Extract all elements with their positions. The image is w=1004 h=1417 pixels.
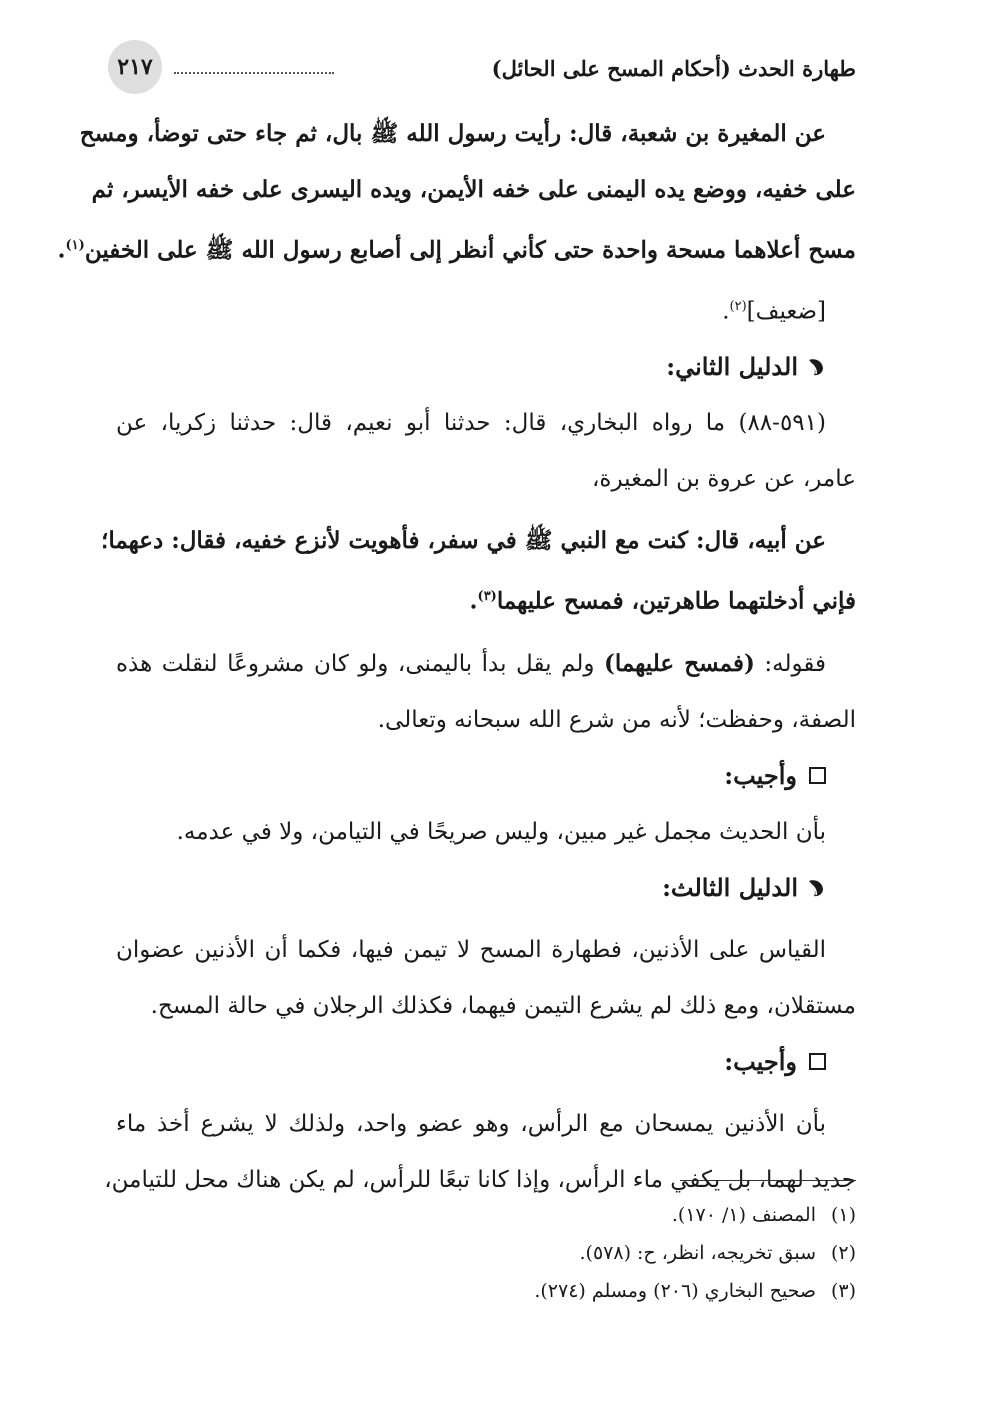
page-header <box>108 36 856 98</box>
answer-heading <box>116 1034 856 1090</box>
footnote-ref: (٢) <box>729 298 747 314</box>
answer-heading <box>116 748 856 804</box>
footnote <box>400 1272 856 1310</box>
footnote <box>400 1234 856 1272</box>
footnote-separator <box>680 1180 856 1181</box>
grade-text: [ضعيف] <box>746 298 826 325</box>
hadith-line: عن أبيه، قال: كنت مع النبي ﷺ في سفر، فأهويت لأنزع خفيه، فقال: دعهما؛ <box>101 527 826 555</box>
hadith-line: عن المغيرة بن شعبة، قال: رأيت رسول الله ﷺ بال، ثم جاء حتى توضأ، ومسح <box>79 120 826 147</box>
footnotes <box>400 1196 856 1310</box>
running-title: طهارة الحدث (أحكام المسح على الحائل) <box>491 56 856 81</box>
text-span: ولم يقل بدأ باليمنى، ولو كان مشروعًا لنقلت هذه <box>116 650 604 677</box>
answer-line: بأن الحديث مجمل غير مبين، وليس صريحًا في التيامن، ولا في عدمه. <box>176 818 826 845</box>
page-number: ٢١٧ <box>108 40 162 94</box>
footnote-number: (٣) <box>830 1280 856 1302</box>
square-bullet-icon <box>809 767 826 784</box>
discussion-line: الصفة، وحفظت؛ لأنه من شرع الله سبحانه وتعالى. <box>377 706 856 733</box>
grade-line: [ضعيف]$^{(٢)}$. <box>722 298 826 325</box>
hadith-text: فإني أدخلتهما طاهرتين، فمسح عليهما <box>496 587 856 615</box>
isnad-line: عامر، عن عروة بن المغيرة، <box>591 466 856 493</box>
answer-line: بأن الأذنين يمسحان مع الرأس، وهو عضو واحد، ولذلك لا يشرع أخذ ماء <box>116 1110 826 1137</box>
hadith-line: مسح أعلاهما مسحة واحدة حتى كأني أنظر إلى أصابع رسول الله ﷺ على الخفين$^{(١)}$. <box>57 236 856 264</box>
argument-line: مستقلان، ومع ذلك لم يشرع التيمن فيهما، فكذلك الرجلان في حالة المسح. <box>150 992 856 1019</box>
hadith-line: فإني أدخلتهما طاهرتين، فمسح عليهما$^{(٣)}$. <box>469 587 856 615</box>
footnote-number: (٢) <box>830 1242 856 1264</box>
heading-text: وأجيب: <box>724 760 797 790</box>
leaf-icon <box>806 877 826 899</box>
footnote-text: سبق تخريجه، انظر، ح: (٥٧٨). <box>579 1242 816 1264</box>
footnote-ref: (٣) <box>477 589 497 605</box>
text-span: فقوله: <box>754 650 826 677</box>
section-heading <box>116 860 856 916</box>
hadith-text: مسح أعلاهما مسحة واحدة حتى كأني أنظر إلى أصابع رسول الله ﷺ على الخفين <box>84 236 856 264</box>
hadith-line: على خفيه، ووضع يده اليمنى على خفه الأيمن، ويده اليسرى على خفه الأيسر، ثم <box>91 176 856 203</box>
heading-text: الدليل الثالث: <box>662 872 798 902</box>
main-text <box>57 106 856 1208</box>
footnote-text: المصنف (١/ ١٧٠). <box>671 1204 816 1226</box>
heading-text: الدليل الثاني: <box>666 352 798 382</box>
square-bullet-icon <box>809 1053 826 1070</box>
answer-line: جديد لهما، بل يكفي ماء الرأس، وإذا كانا تبعًا للرأس، لم يكن هناك محل للتيامن، <box>104 1166 856 1193</box>
leaf-icon <box>806 356 826 378</box>
footnote-ref: (١) <box>65 238 85 253</box>
argument-line: القياس على الأذنين، فطهارة المسح لا تيمن فيها، فكما أن الأذنين عضوان <box>116 936 826 963</box>
isnad-line: (٥٩١-٨٨) ما رواه البخاري، قال: حدثنا أبو نعيم، قال: حدثنا زكريا، عن <box>116 410 826 437</box>
footnote-number: (١) <box>830 1204 856 1226</box>
quoted-phrase: (فمسح عليهما) <box>604 649 755 677</box>
footnote-text: صحيح البخاري (٢٠٦) ومسلم (٢٧٤). <box>534 1280 816 1302</box>
footnote <box>400 1196 856 1234</box>
heading-text: وأجيب: <box>724 1046 797 1076</box>
header-dotted-leader <box>174 72 334 74</box>
discussion-line <box>116 636 856 692</box>
section-heading <box>116 339 856 395</box>
